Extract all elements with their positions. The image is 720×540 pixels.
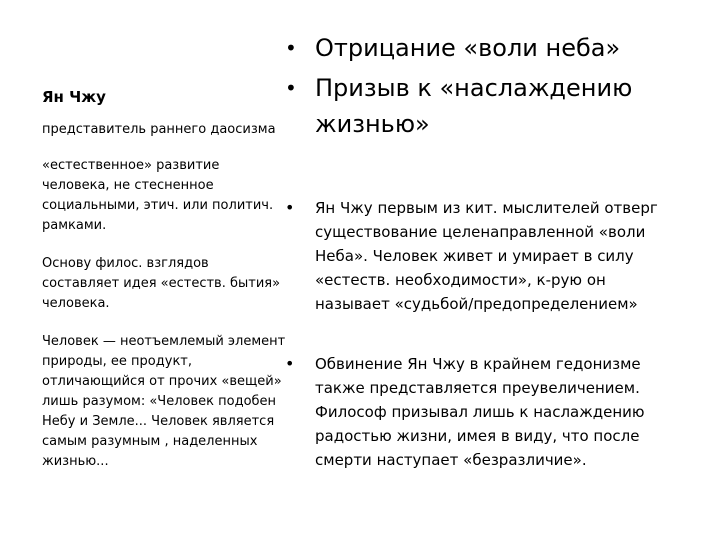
main-point-text: Призыв к «наслаждению жизнью» bbox=[315, 74, 633, 138]
bullet-icon: • bbox=[285, 76, 297, 100]
paragraph-human-nature: Человек — неотъемлемый элемент природы, ее продукт, отличающийся от прочих «вещей» лишь разумом: «Человек подобен Небу и Земле... Человек является самым разумным , наделенных жизнью... bbox=[42, 334, 286, 469]
main-point-text: Отрицание «воли неба» bbox=[315, 34, 621, 62]
detail-point-2 bbox=[285, 352, 685, 472]
detail-point-text: Обвинение Ян Чжу в крайнем гедонизме также представляется преувеличением. Философ призывал лишь к наслаждению радостью жизни, имея в виду, что после смерти наступает «безразличие». bbox=[315, 355, 645, 469]
bullet-icon: • bbox=[285, 354, 295, 373]
paragraph-natural-development: «естественное» развитие человека, не стесненное социальными, этич. или политич. рамками. bbox=[42, 158, 274, 233]
right-column bbox=[285, 30, 685, 472]
paragraph-philosophy-basis: Основу филос. взглядов составляет идея «естеств. бытия» человека. bbox=[42, 256, 281, 311]
bullet-icon: • bbox=[285, 198, 295, 217]
detail-point-1 bbox=[285, 196, 685, 316]
detail-point-text: Ян Чжу первым из кит. мыслителей отверг существование целенаправленной «воли Неба». Человек живет и умирает в силу «естеств. необходимости», к-рую он называет «судьбой/предопределением» bbox=[315, 199, 658, 313]
main-point-2 bbox=[285, 70, 685, 142]
section-title: Ян Чжу bbox=[42, 88, 106, 106]
left-column bbox=[42, 88, 287, 486]
main-point-1 bbox=[285, 30, 685, 66]
bullet-icon: • bbox=[285, 36, 297, 60]
intro-text: представитель раннего даосизма bbox=[42, 122, 276, 137]
